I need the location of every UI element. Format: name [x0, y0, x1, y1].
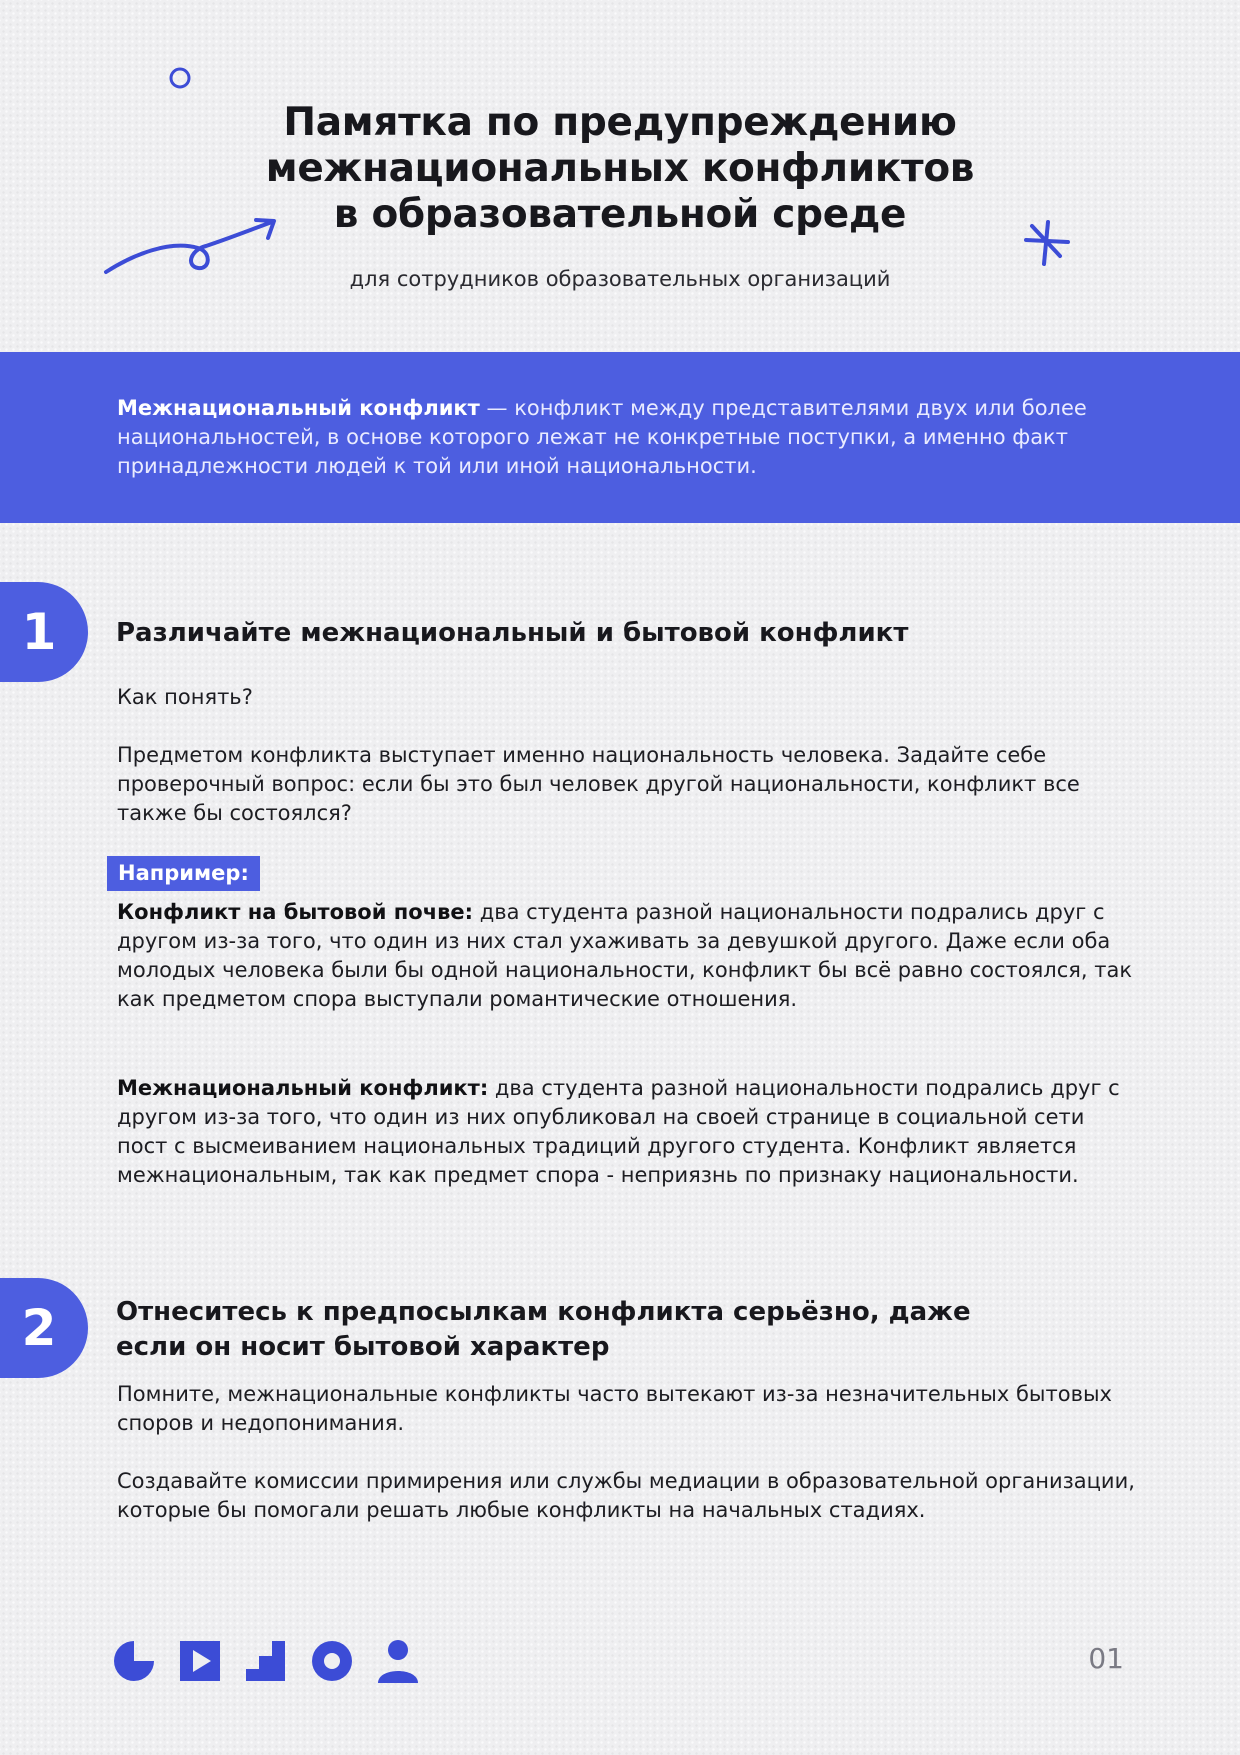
small-circle-doodle — [166, 64, 194, 92]
page-number: 01 — [1088, 1642, 1124, 1675]
steps-icon — [246, 1641, 285, 1681]
section-heading: Различайте межнациональный и бытовой конфликт — [116, 618, 909, 648]
example-label: Например: — [107, 856, 260, 891]
page-subtitle: для сотрудников образовательных организаций — [349, 267, 891, 291]
example-text: два студента разной национальности подрались друг с другом из-за того, что один из них опубликовал на своей странице в социальной сети пост с высмеиванием национальных традиций другого студента. Конфликт является межнациональным, так как предмет спора - неприязнь по признаку национальности. — [117, 1076, 1120, 1187]
section-paragraph: Помните, межнациональные конфликты часто вытекают из-за незначительных бытовых споров и недопонимания. — [117, 1382, 1112, 1435]
example-text: два студента разной национальности подрались друг с другом из-за того, что один из них стал ухаживать за девушкой другого. Даже если оба молодых человека были бы одной национальности, конфликт бы всё равно состоялся, так как предметом спора выступали романтические отношения. — [117, 900, 1133, 1011]
section-paragraph: Создавайте комиссии примирения или службы медиации в образовательной организации, которые бы помогали решать любые конфликты на начальных стадиях. — [117, 1469, 1135, 1522]
section-heading: Отнеситесь к предпосылкам конфликта серьёзно, даже если он носит бытовой характер — [116, 1297, 971, 1362]
definition-banner — [0, 352, 1240, 523]
title-line: в образовательной среде — [333, 192, 907, 237]
example-household — [117, 898, 1137, 1014]
definition-body: — конфликт между представителями двух или более национальностей, в основе которого лежат не конкретные поступки, а именно факт принадлежности людей к той или иной национальности. — [117, 396, 1087, 478]
example-lead: Конфликт на бытовой почве: — [117, 900, 474, 924]
footer-icon-row — [114, 1639, 434, 1683]
definition-term: Межнациональный конфликт — [117, 396, 480, 420]
play-icon — [180, 1641, 220, 1681]
example-interethnic — [117, 1074, 1137, 1190]
pie-icon — [114, 1641, 154, 1681]
ring-icon — [312, 1641, 352, 1681]
section-number-badge: 1 — [0, 582, 88, 682]
section-explanation: Предметом конфликта выступает именно национальность человека. Задайте себе проверочный вопрос: если бы это был человек другой национальности, конфликт все также бы состоялся? — [117, 743, 1080, 825]
page-title — [150, 100, 1090, 238]
definition-text — [117, 394, 1177, 481]
example-lead: Межнациональный конфликт: — [117, 1076, 489, 1100]
section-question: Как понять? — [117, 685, 253, 709]
section-number-badge: 2 — [0, 1278, 88, 1378]
person-icon — [378, 1640, 418, 1683]
title-line: межнациональных конфликтов — [265, 146, 975, 191]
title-line: Памятка по предупреждению — [283, 100, 957, 145]
